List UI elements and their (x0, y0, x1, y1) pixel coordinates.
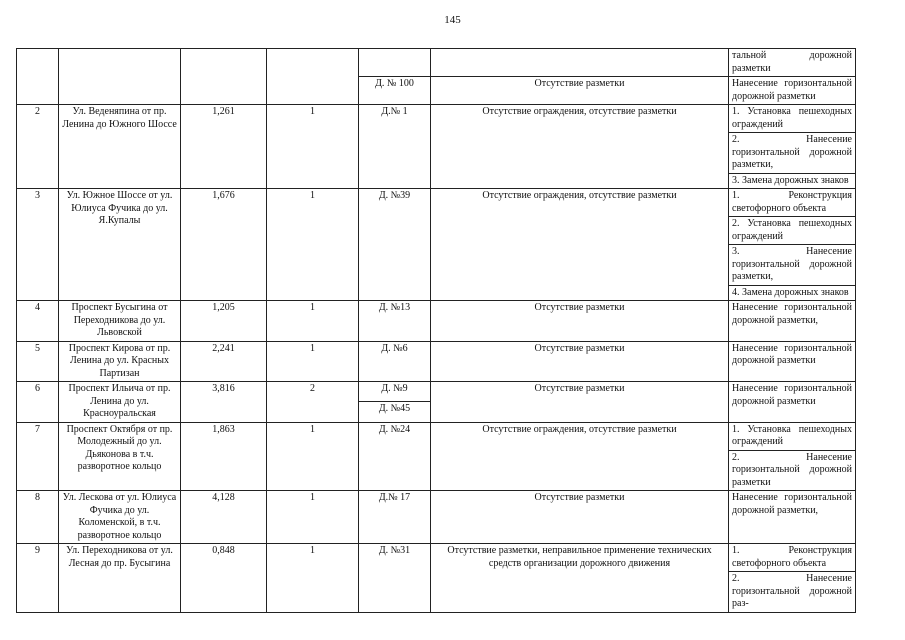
object-cell: Д.№ 17 (359, 491, 431, 544)
measure-cell: 1. Реконструкция светофорного объекта (729, 189, 856, 217)
street-name-cell (59, 49, 181, 105)
page-number: 145 (444, 14, 461, 26)
object-cell: Д. №45 (359, 402, 431, 422)
length-cell: 0,848 (181, 544, 267, 613)
street-name-cell: Ул. Южное Шоссе от ул. Юлиуса Фучика до ул. Я.Купалы (59, 189, 181, 301)
street-name-cell: Проспект Бусыгина от Переходникова до ул. Львовской (59, 301, 181, 342)
defect-cell: Отсутствие разметки (431, 491, 729, 544)
street-name-cell: Ул. Лескова от ул. Юлиуса Фучика до ул. Коломенской, в т.ч. разворотное кольцо (59, 491, 181, 544)
defect-cell (431, 49, 729, 77)
object-cell: Д. № 100 (359, 77, 431, 105)
length-cell: 2,241 (181, 341, 267, 382)
street-name-cell: Проспект Кирова от пр. Ленина до ул. Красных Партизан (59, 341, 181, 382)
measure-cell: 2. Нанесение горизонтальной дорожной разметки (729, 450, 856, 491)
object-cell: Д.№ 1 (359, 105, 431, 189)
measure-cell: 1. Реконструкция светофорного объекта (729, 544, 856, 572)
measure-cell: тальной дорожной разметки (729, 49, 856, 77)
lanes-cell (267, 49, 359, 105)
road-defects-table (16, 48, 856, 613)
length-cell: 1,261 (181, 105, 267, 189)
measure-cell: 3. Нанесение горизонтальной дорожной разметки, (729, 245, 856, 286)
length-cell: 4,128 (181, 491, 267, 544)
object-cell: Д. №24 (359, 422, 431, 491)
table-row (17, 301, 856, 342)
defect-cell: Отсутствие ограждения, отсутствие разметки (431, 105, 729, 189)
row-number-cell: 8 (17, 491, 59, 544)
table-row (17, 341, 856, 382)
length-cell: 1,205 (181, 301, 267, 342)
lanes-cell: 1 (267, 189, 359, 301)
table-row (17, 544, 856, 572)
defect-cell: Отсутствие разметки, неправильное применение технических средств организации дорожного движения (431, 544, 729, 613)
measure-cell: 1. Установка пешеходных ограждений (729, 105, 856, 133)
lanes-cell: 1 (267, 341, 359, 382)
defect-cell: Отсутствие ограждения, отсутствие разметки (431, 189, 729, 301)
measure-cell: 1. Установка пешеходных ограждений (729, 422, 856, 450)
lanes-cell: 1 (267, 544, 359, 613)
row-number-cell: 9 (17, 544, 59, 613)
length-cell: 1,863 (181, 422, 267, 491)
table-row (17, 422, 856, 450)
measure-cell: 3. Замена дорожных знаков (729, 173, 856, 189)
measure-cell: 2. Установка пешеходных ограждений (729, 217, 856, 245)
measure-cell: Нанесение горизонтальной дорожной разметки, (729, 301, 856, 342)
row-number-cell (17, 49, 59, 105)
measure-cell: Нанесение горизонтальной дорожной разметки (729, 341, 856, 382)
measure-cell: 2. Нанесение горизонтальной дорожной разметки, (729, 133, 856, 174)
object-cell: Д. №13 (359, 301, 431, 342)
defect-cell: Отсутствие разметки (431, 382, 729, 423)
street-name-cell: Проспект Ильича от пр. Ленина до ул. Красноуральская (59, 382, 181, 423)
table-row (17, 382, 856, 402)
table-row (17, 105, 856, 133)
table-row (17, 49, 856, 77)
length-cell: 3,816 (181, 382, 267, 423)
lanes-cell: 1 (267, 301, 359, 342)
defect-cell: Отсутствие разметки (431, 77, 729, 105)
object-cell: Д. №6 (359, 341, 431, 382)
length-cell (181, 49, 267, 105)
length-cell: 1,676 (181, 189, 267, 301)
object-cell: Д. №39 (359, 189, 431, 301)
measure-cell: 2. Нанесение горизонтальной дорожной раз- (729, 572, 856, 613)
row-number-cell: 6 (17, 382, 59, 423)
measure-cell: 4. Замена дорожных знаков (729, 285, 856, 301)
row-number-cell: 3 (17, 189, 59, 301)
table-row (17, 491, 856, 544)
row-number-cell: 7 (17, 422, 59, 491)
street-name-cell: Ул. Переходникова от ул. Лесная до пр. Бусыгина (59, 544, 181, 613)
row-number-cell: 4 (17, 301, 59, 342)
row-number-cell: 5 (17, 341, 59, 382)
object-cell: Д. №31 (359, 544, 431, 613)
lanes-cell: 1 (267, 105, 359, 189)
lanes-cell: 2 (267, 382, 359, 423)
measure-cell: Нанесение горизонтальной дорожной разметки (729, 382, 856, 423)
defect-cell: Отсутствие разметки (431, 301, 729, 342)
object-cell: Д. №9 (359, 382, 431, 402)
street-name-cell: Ул. Веденяпина от пр. Ленина до Южного Шоссе (59, 105, 181, 189)
lanes-cell: 1 (267, 422, 359, 491)
measure-cell: Нанесение горизонтальной дорожной разметки (729, 77, 856, 105)
measure-cell: Нанесение горизонтальной дорожной разметки, (729, 491, 856, 544)
lanes-cell: 1 (267, 491, 359, 544)
row-number-cell: 2 (17, 105, 59, 189)
street-name-cell: Проспект Октября от пр. Молодежный до ул. Дьяконова в т.ч. разворотное кольцо (59, 422, 181, 491)
table-row (17, 189, 856, 217)
defect-cell: Отсутствие разметки (431, 341, 729, 382)
object-cell (359, 49, 431, 77)
defect-cell: Отсутствие ограждения, отсутствие разметки (431, 422, 729, 491)
